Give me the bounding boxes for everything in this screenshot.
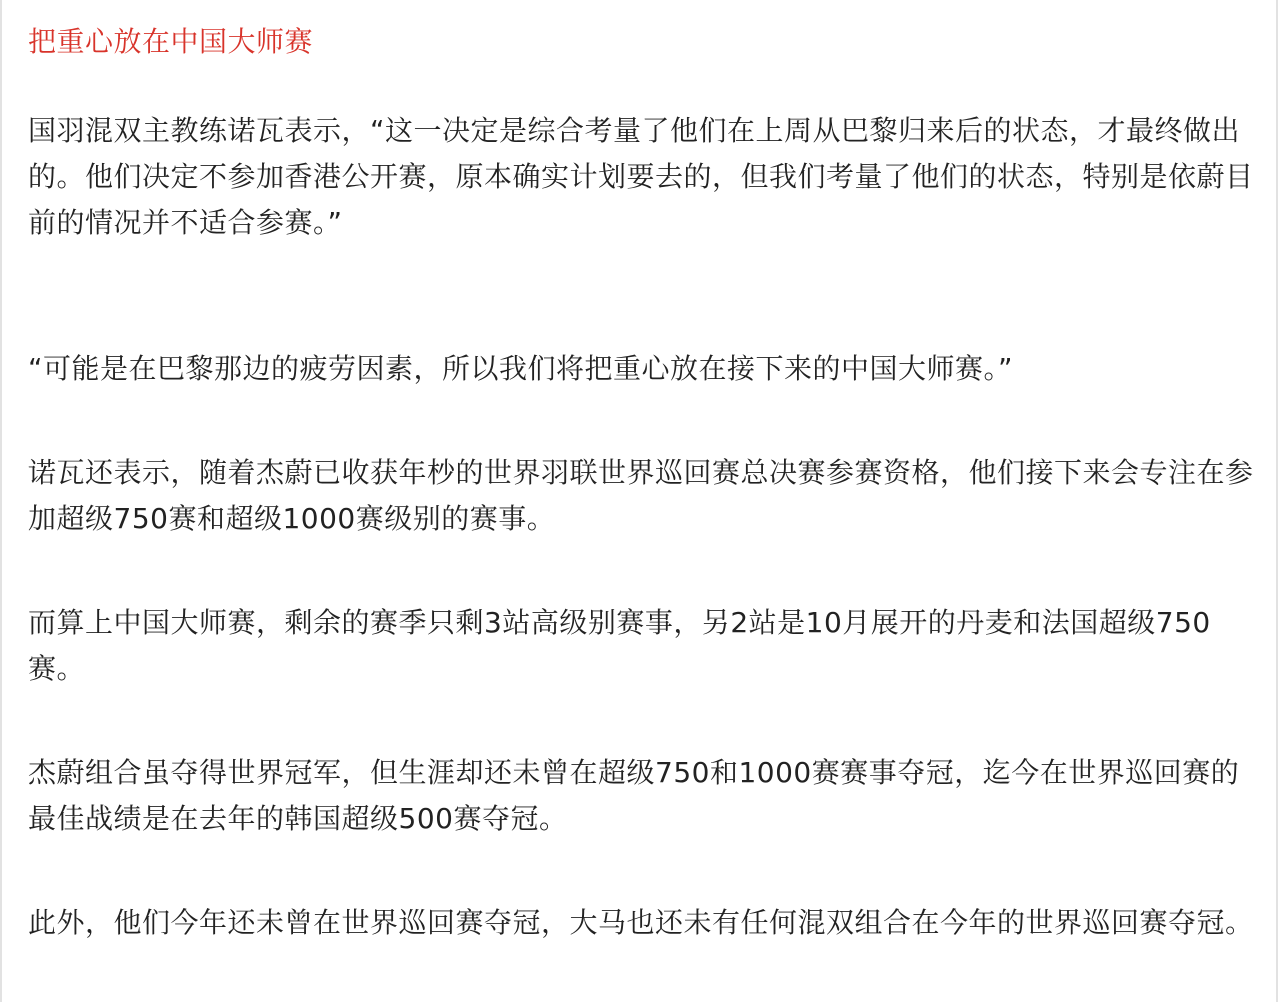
article-paragraph-3: 诺瓦还表示，随着杰蔚已收获年杪的世界羽联世界巡回赛总决赛参赛资格，他们接下来会专注在参加超级750赛和超级1000赛级别的赛事。: [28, 456, 1254, 535]
article-paragraph-1: 国羽混双主教练诺瓦表示，“这一决定是综合考量了他们在上周从巴黎归来后的状态，才最终做出的。他们决定不参加香港公开赛，原本确实计划要去的，但我们考量了他们的状态，特别是依蔚目前的情况并不适合参赛。”: [28, 114, 1254, 239]
article-paragraph-4: 而算上中国大师赛，剩余的赛季只剩3站高级别赛事，另2站是10月展开的丹麦和法国超级750赛。: [28, 606, 1211, 685]
article-headline: 把重心放在中国大师赛: [28, 25, 314, 58]
article-paragraph-2: “可能是在巴黎那边的疲劳因素，所以我们将把重心放在接下来的中国大师赛。”: [28, 352, 1014, 385]
article-paragraph-6: 此外，他们今年还未曾在世界巡回赛夺冠，大马也还未有任何混双组合在今年的世界巡回赛夺冠。: [28, 906, 1254, 939]
article-paragraph-5: 杰蔚组合虽夺得世界冠军，但生涯却还未曾在超级750和1000赛赛事夺冠，迄今在世界巡回赛的最佳战绩是在去年的韩国超级500赛夺冠。: [28, 756, 1240, 835]
article-body: [28, 18, 1258, 946]
